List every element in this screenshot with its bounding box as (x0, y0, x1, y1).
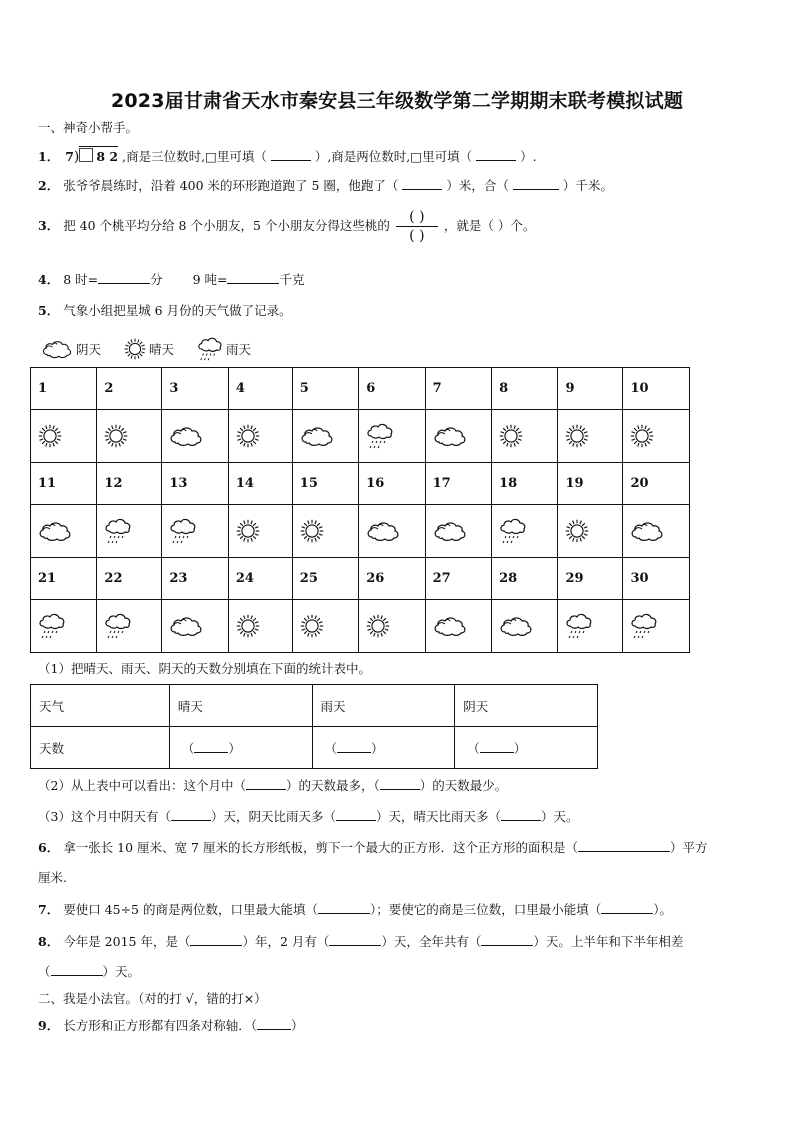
day-number-cell: 23 (162, 558, 228, 600)
rainy-icon (37, 612, 67, 640)
sunny-icon (365, 613, 391, 639)
page-title: 2023届甘肃省天水市秦安县三年级数学第二学期期末联考模拟试题 (110, 90, 684, 112)
day-weather-cell (31, 600, 97, 653)
weather-stats-table (30, 684, 598, 769)
question-9: 9． 长方形和正方形都有四条对称轴．（ ） (38, 1018, 304, 1033)
rainy-icon (498, 517, 528, 545)
answer-blank[interactable] (380, 776, 420, 790)
day-number-cell: 6 (359, 368, 425, 410)
table-header: 晴天 (169, 685, 312, 727)
rainy-count-cell[interactable]: （ ） (312, 727, 455, 769)
day-weather-cell (359, 600, 425, 653)
legend-cloudy: 阴天 (40, 339, 101, 359)
cloudy-icon (168, 615, 204, 637)
day-number-cell: 4 (228, 368, 292, 410)
answer-blank[interactable] (578, 838, 670, 852)
row-label: 天数 (31, 727, 170, 769)
sunny-icon (235, 423, 261, 449)
day-number-cell: 5 (292, 368, 358, 410)
table-row (31, 410, 690, 463)
day-weather-cell (228, 600, 292, 653)
day-number-cell: 3 (162, 368, 228, 410)
question-5-part-3: （3）这个月中阴天有（ ）天，阴天比雨天多（ ）天，晴天比雨天多（ ）天。 (38, 809, 579, 824)
cloudy-icon (432, 520, 468, 542)
day-weather-cell (425, 410, 491, 463)
sunny-icon (629, 423, 655, 449)
day-number-cell: 22 (97, 558, 162, 600)
day-weather-cell (292, 600, 358, 653)
day-number-cell: 26 (359, 558, 425, 600)
day-weather-cell (162, 410, 228, 463)
day-number-cell: 1 (31, 368, 97, 410)
day-number-cell: 24 (228, 558, 292, 600)
answer-blank[interactable] (246, 776, 286, 790)
table-header: 天气 (31, 685, 170, 727)
answer-blank[interactable] (476, 147, 516, 161)
question-5-part-1: （1）把晴天、雨天、阴天的天数分别填在下面的统计表中。 (38, 661, 371, 676)
legend-rainy: 雨天 (196, 336, 251, 362)
question-5-part-2: （2）从上表中可以看出：这个月中（ ）的天数最多，（ ）的天数最少。 (38, 778, 508, 793)
day-number-cell: 13 (162, 463, 228, 505)
question-8-continued: （ ）天。 (38, 964, 141, 979)
sunny-icon (564, 423, 590, 449)
answer-blank[interactable] (480, 739, 514, 753)
rainy-icon (103, 612, 133, 640)
day-number-cell: 18 (492, 463, 558, 505)
rainy-icon (103, 517, 133, 545)
rainy-icon (168, 517, 198, 545)
question-number: 5． (38, 303, 60, 318)
cloudy-icon (432, 615, 468, 637)
answer-blank[interactable] (171, 807, 211, 821)
question-5: 5． 气象小组把星城 6 月份的天气做了记录。 (38, 303, 292, 318)
day-weather-cell (558, 505, 623, 558)
legend-sunny: 晴天 (123, 337, 174, 361)
question-8: 8． 今年是 2015 年，是（ ）年，2 月有（ ）天，全年共有（ ）天。上半年和下半年相差 (38, 934, 684, 949)
weather-legend (40, 336, 273, 362)
sunny-icon (498, 423, 524, 449)
day-weather-cell (623, 600, 690, 653)
day-weather-cell (492, 505, 558, 558)
cloudy-icon (498, 615, 534, 637)
answer-blank[interactable] (257, 1016, 291, 1030)
day-number-cell: 19 (558, 463, 623, 505)
cloudy-icon (168, 425, 204, 447)
rainy-icon (564, 612, 594, 640)
table-header: 雨天 (312, 685, 455, 727)
question-number: 3． (38, 218, 60, 233)
day-number-cell: 10 (623, 368, 690, 410)
rainy-icon (365, 422, 395, 450)
answer-blank[interactable] (481, 932, 533, 946)
day-weather-cell (97, 600, 162, 653)
sunny-icon (564, 518, 590, 544)
day-number-cell: 16 (359, 463, 425, 505)
day-number-cell: 11 (31, 463, 97, 505)
day-weather-cell (492, 410, 558, 463)
question-6: 6． 拿一张长 10 厘米、宽 7 厘米的长方形纸板，剪下一个最大的正方形．这个正方形的面积是（ ）平方 (38, 840, 708, 855)
sunny-icon (123, 337, 147, 361)
question-4: 4． 8 时= 分 9 吨= 千克 (38, 272, 305, 287)
day-weather-cell (558, 600, 623, 653)
day-weather-cell (425, 600, 491, 653)
answer-blank[interactable] (601, 900, 653, 914)
question-number: 4． (38, 272, 60, 287)
day-weather-cell (228, 410, 292, 463)
sunny-icon (299, 518, 325, 544)
section-1-heading: 一、神奇小帮手。 (38, 120, 139, 135)
sunny-icon (37, 423, 63, 449)
answer-blank[interactable] (51, 962, 103, 976)
day-number-cell: 14 (228, 463, 292, 505)
day-weather-cell (292, 505, 358, 558)
day-number-cell: 17 (425, 463, 491, 505)
question-number: 9． (38, 1018, 60, 1033)
day-weather-cell (292, 410, 358, 463)
section-2-heading: 二、我是小法官。（对的打 √，错的打×） (38, 991, 267, 1006)
day-number-cell: 28 (492, 558, 558, 600)
day-weather-cell (359, 505, 425, 558)
table-row (31, 600, 690, 653)
divisor: 7 (65, 149, 74, 164)
sunny-count-cell[interactable]: （ ） (169, 727, 312, 769)
day-weather-cell (623, 505, 690, 558)
day-weather-cell (425, 505, 491, 558)
table-row (31, 685, 598, 727)
question-number: 6． (38, 840, 60, 855)
weather-calendar-table (30, 367, 690, 653)
table-row (31, 368, 690, 410)
day-weather-cell (31, 410, 97, 463)
answer-blank[interactable] (337, 739, 371, 753)
table-row (31, 558, 690, 600)
sunny-icon (235, 518, 261, 544)
answer-blank[interactable] (318, 900, 370, 914)
question-number: 2． (38, 178, 60, 193)
answer-blank[interactable] (98, 270, 150, 284)
day-number-cell: 9 (558, 368, 623, 410)
day-number-cell: 7 (425, 368, 491, 410)
day-weather-cell (623, 410, 690, 463)
answer-blank[interactable] (227, 270, 279, 284)
answer-blank[interactable] (194, 739, 228, 753)
day-number-cell: 15 (292, 463, 358, 505)
day-number-cell: 20 (623, 463, 690, 505)
question-7: 7． 要使口 45÷5 的商是两位数，口里最大能填（ ）；要使它的商是三位数，口里最小能填（ ）。 (38, 902, 672, 917)
sunny-icon (299, 613, 325, 639)
day-number-cell: 25 (292, 558, 358, 600)
question-number: 8． (38, 934, 60, 949)
day-weather-cell (97, 505, 162, 558)
day-number-cell: 12 (97, 463, 162, 505)
cloudy-icon (365, 520, 401, 542)
day-number-cell: 2 (97, 368, 162, 410)
cloudy-count-cell[interactable]: （ ） (455, 727, 598, 769)
day-weather-cell (359, 410, 425, 463)
sunny-icon (103, 423, 129, 449)
question-2: 2． 张爷爷晨练时，沿着 400 米的环形跑道跑了 5 圈，他跑了（ ）米，合（ ）千米。 (38, 178, 613, 193)
question-6-continued: 厘米. (38, 870, 67, 885)
day-weather-cell (97, 410, 162, 463)
day-weather-cell (228, 505, 292, 558)
table-row (31, 727, 598, 769)
day-weather-cell (492, 600, 558, 653)
question-3: 3． 把 40 个桃平均分给 8 个小朋友，5 个小朋友分得这些桃的 $\frac{( )}{( )}$ ，就是（ ）个。 (38, 209, 536, 244)
cloudy-icon (299, 425, 335, 447)
question-number: 1． (38, 149, 60, 164)
table-row (31, 463, 690, 505)
long-division-expression: 7) 8 2 (63, 146, 118, 166)
cloudy-icon (432, 425, 468, 447)
answer-blank[interactable] (513, 176, 559, 190)
question-1: 1． 7) 8 2 ,商是三位数时,□里可填（ ）,商是两位数时,□里可填（ ）. (38, 146, 537, 166)
cloudy-icon (40, 339, 74, 359)
answer-blank[interactable] (271, 147, 311, 161)
cloudy-icon (629, 520, 665, 542)
question-number: 7． (38, 902, 60, 917)
day-weather-cell (162, 505, 228, 558)
answer-blank[interactable] (190, 932, 242, 946)
answer-blank[interactable] (402, 176, 442, 190)
fraction-blank[interactable]: $\frac{( )}{( )}$ (396, 208, 438, 245)
table-row (31, 505, 690, 558)
answer-blank[interactable] (336, 807, 376, 821)
day-number-cell: 27 (425, 558, 491, 600)
day-number-cell: 21 (31, 558, 97, 600)
rainy-icon (196, 336, 224, 362)
day-number-cell: 30 (623, 558, 690, 600)
day-weather-cell (31, 505, 97, 558)
table-header: 阴天 (455, 685, 598, 727)
sunny-icon (235, 613, 261, 639)
cloudy-icon (37, 520, 73, 542)
answer-blank[interactable] (329, 932, 381, 946)
rainy-icon (629, 612, 659, 640)
day-weather-cell (558, 410, 623, 463)
dividend: 8 2 (96, 149, 119, 164)
day-number-cell: 29 (558, 558, 623, 600)
blank-box (79, 148, 93, 162)
answer-blank[interactable] (501, 807, 541, 821)
day-weather-cell (162, 600, 228, 653)
day-number-cell: 8 (492, 368, 558, 410)
